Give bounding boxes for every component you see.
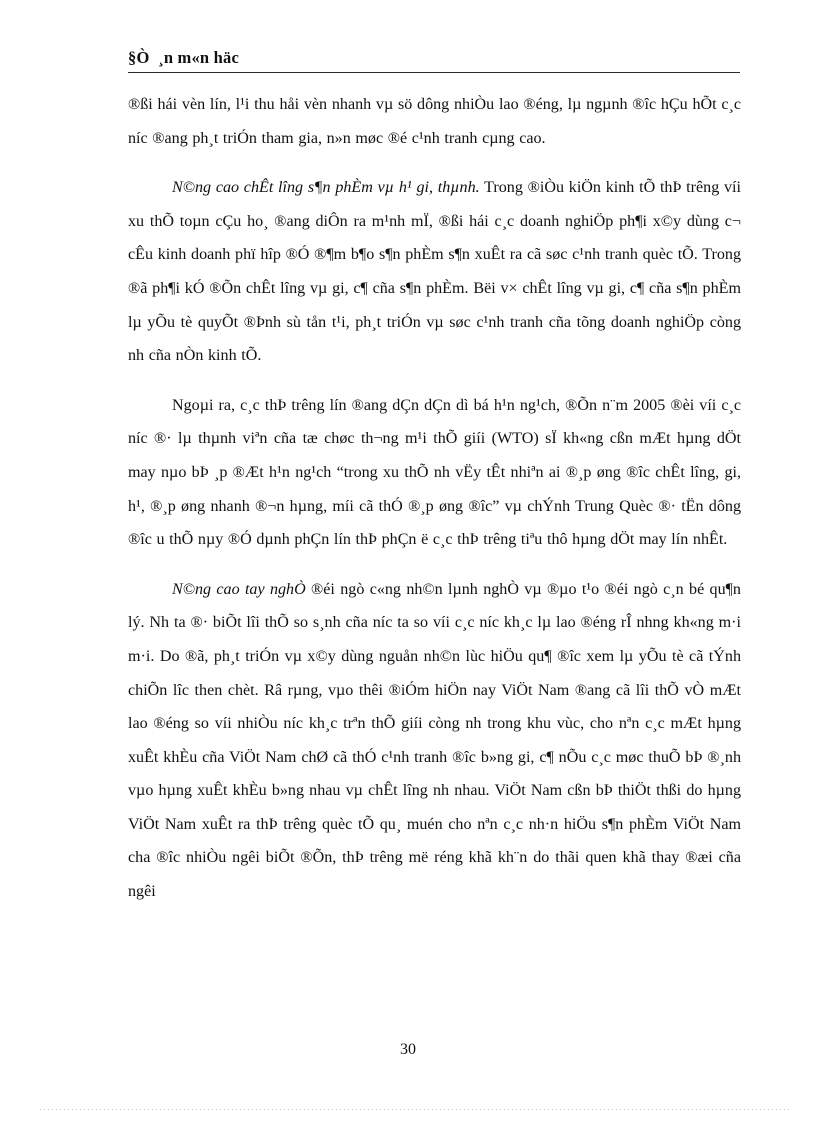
paragraph-2-text: Trong ®iÒu kiÖn kinh tÕ thÞ trêng víi xu thÕ toµn cÇu ho¸ ®ang diÔn ra m¹nh mÏ, ®ßi hái c¸c doanh nghiÖp ph¶i x©y dùng c¬ cÊu kinh doanh phï hîp ®Ó ®¶m b¶o s¶n phÈm s¶n xuÊt ra cã søc c¹nh tranh quèc tÕ. Trong ®ã ph¶i kÓ ®Õn chÊt lîng vµ gi, c¶ cña s¶n phÈm. Bëi v× chÊt lîng vµ gi, c¶ cña s¶n phÈm lµ yÕu tè quyÕt ®Þnh sù tån t¹i, ph¸t triÓn vµ søc c¹nh tranh cña tõng doanh nghiÖp còng nh cña nÒn kinh tÕ. bbox=[128, 179, 742, 365]
paragraph-1-text: ®ßi hái vèn lín, l¹i thu håi vèn nhanh vµ sö dông nhiÒu lao ®éng, lµ ngµnh ®îc hÇu hÕt c¸c níc ®ang ph¸t triÓn tham gia, n»n møc ®é c¹nh tranh cµng cao. bbox=[128, 96, 741, 147]
paragraph-4-lead: N©ng cao tay nghÒ bbox=[172, 580, 306, 598]
paragraph-4-text: ®éi ngò c«ng nh©n lµnh nghÒ vµ ®µo t¹o ®éi ngò c¸n bé qu¶n lý. Nh ta ®· biÕt lîi thÕ so s¸nh cña níc ta so víi c¸c níc kh¸c lµ lao ®éng rÎ nhng kh«ng m·i m·i. Do ®ã, ph¸t triÓn vµ x©y dùng nguån nh©n lùc hiÖu qu¶ ®îc xem lµ yÕu tè cã tÝnh chiÕn lîc then chèt. Râ rµng, vµo thêi ®iÓm hiÖn nay ViÖt Nam ®ang cã lîi thÕ vÒ mÆt lao ®éng so víi nhiÒu níc kh¸c trªn thÕ giíi còng nh trong khu vùc, cho nªn c¸c mÆt hµng xuÊt khÈu cña ViÖt Nam chØ cã thÓ c¹nh tranh ®îc b»ng gi, c¶ nÕu c¸c møc thuÕ bÞ ®¸nh vµo hµng xuÊt khÈu b»ng nhau vµ chÊt lîng nh nhau. ViÖt Nam cßn bÞ thiÖt thßi do hµng ViÖt Nam xuÊt ra thÞ trêng quèc tÕ qu¸ muén cho nªn c¸c nh·n hiÖu s¶n phÈm ViÖt Nam cha ®îc nhiÒu ngêi biÕt ®Õn, thÞ trêng më réng khã kh¨n do thãi quen khã thay ®æi cña ngêi bbox=[128, 580, 741, 901]
paragraph-2 bbox=[128, 171, 741, 373]
header-title: §Ò ¸n m«n häc bbox=[128, 48, 239, 67]
paragraph-3-text: Ngoµi ra, c¸c thÞ trêng lín ®ang dÇn dÇn dì bá h¹n ng¹ch, ®Õn n¨m 2005 ®èi víi c¸c níc ®· lµ thµnh viªn cña tæ chøc th¬ng m¹i thÕ giíi (WTO) sÏ kh«ng cßn mÆt hµng dÖt may nµo bÞ ¸p ®Æt h¹n ng¹ch “trong xu thÕ nh vËy tÊt nhiªn ai ®¸p øng ®îc chÊt lîng, gi, h¹, ®¸p øng nhanh ®¬n hµng, míi cã thÓ ®¸p øng ®îc” vµ chÝnh Trung Quèc ®· tËn dông ®îc u thÕ nµy ®Ó dµnh phÇn lín thÞ phÇn ë c¸c thÞ trêng tiªu thô hµng dÖt may lín nhÊt. bbox=[128, 396, 741, 549]
paragraph-4 bbox=[128, 573, 741, 909]
scan-edge-artifact bbox=[40, 1109, 790, 1110]
header-rule bbox=[128, 72, 740, 73]
page-number: 30 bbox=[400, 1041, 416, 1058]
body-text-block bbox=[128, 88, 741, 909]
paragraph-3 bbox=[128, 389, 741, 557]
paragraph-1 bbox=[128, 88, 741, 155]
paragraph-2-lead: N©ng cao chÊt lîng s¶n phÈm vµ h¹ gi, thµnh. bbox=[172, 179, 480, 197]
running-header bbox=[128, 48, 740, 73]
